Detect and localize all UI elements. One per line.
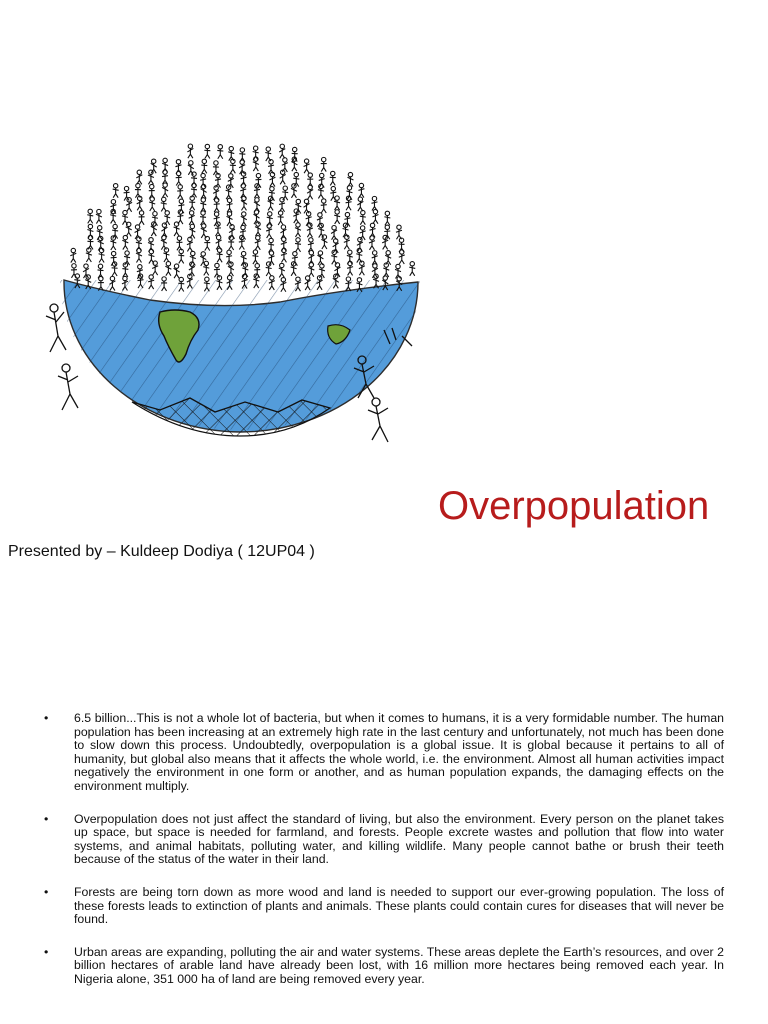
list-item xyxy=(40,886,724,927)
presenter-line: Presented by – Kuldeep Dodiya ( 12UP04 ) xyxy=(8,543,315,560)
bullet-symbol: • xyxy=(44,711,49,725)
bullet-text: Forests are being torn down as more wood and land is needed to support our ever-growing population. The loss of these forests leads to extinction of plants and animals. These plants could contain cures for diseases that will never be found. xyxy=(74,884,724,927)
list-item xyxy=(40,712,724,794)
bullet-text: 6.5 billion...This is not a whole lot of bacteria, but when it comes to humans, it is a very formidable number. The human population has been increasing at an extremely high rate in the last century and unfortunately, not much has been done to slow down this process. Undoubtedly, overpopulation is a global issue. It is global because it pertains to all of humanity, but global also means that it affects the whole world, i.e. the environment. Almost all human activities impact negatively the environment in one form or another, and as human population expands, the damaging effects on the environment multiply. xyxy=(74,711,724,793)
crowd-of-people-drawing xyxy=(70,144,415,292)
page-title: Overpopulation xyxy=(438,484,710,528)
list-item xyxy=(40,946,724,987)
bullet-list xyxy=(40,712,724,1006)
bullet-symbol: • xyxy=(44,811,49,826)
list-item xyxy=(40,813,724,867)
bullet-text: Overpopulation does not just affect the standard of living, but also the environment. Every person on the planet takes up space, but space is needed for farmland, and forests. People excrete wastes and pollution that flow into water systems, and animal habitats, polluting water, and killing wildlife. Many people cannot bathe or brush their teeth because of the status of the water in their land. xyxy=(74,811,724,867)
bullet-symbol: • xyxy=(44,884,49,899)
overpopulated-globe-illustration xyxy=(40,140,440,460)
bullet-symbol: • xyxy=(44,944,49,959)
bullet-text: Urban areas are expanding, polluting the air and water systems. These areas deplete the Earth’s resources, and over 2 billion hectares of arable land have already been lost, with 16 million more hectares being removed each year. In Nigeria alone, 351 000 ha of land are being removed every year. xyxy=(74,944,724,986)
